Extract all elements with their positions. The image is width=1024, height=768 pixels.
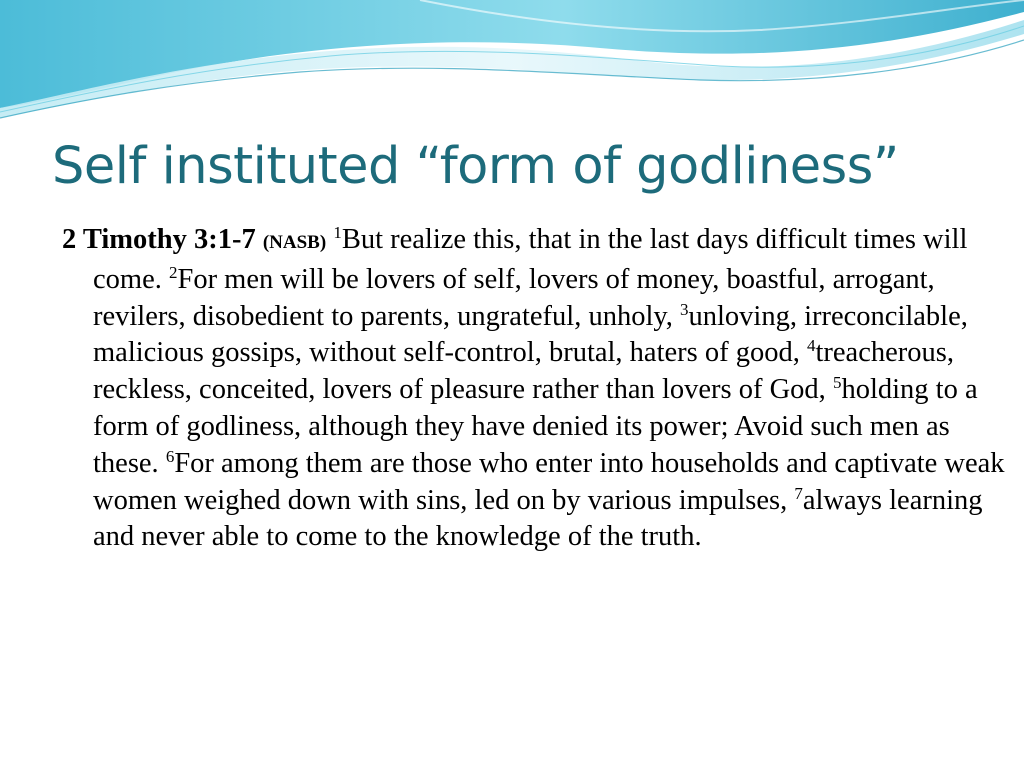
verse-text: For among them are those who enter into households and captivate weak women weighed down with sins, led on by various impulses, <box>93 447 1005 516</box>
verse-number: 7 <box>794 483 803 503</box>
verse-text: But realize this, that in the last days difficult times will come. <box>93 224 968 295</box>
scripture-reference: 2 Timothy 3:1-7 <box>62 224 256 255</box>
verse-text: holding to a form of godliness, although they have denied its power; Avoid such men as these. <box>93 374 978 479</box>
verse-text: treacherous, reckless, conceited, lovers of pleasure rather than lovers of God, <box>93 337 954 406</box>
verse-number: 4 <box>806 336 816 356</box>
decorative-wave-banner <box>0 0 1024 130</box>
verse-number: 3 <box>680 299 689 319</box>
verse-text: unloving, irreconcilable, malicious gossips, without self-control, brutal, haters of good, <box>93 300 968 369</box>
verse-number: 2 <box>168 262 178 282</box>
bible-version: (NASB) <box>262 232 327 253</box>
verse-number: 6 <box>165 446 175 466</box>
verse-text: always learning and never able to come to the knowledge of the truth. <box>93 484 983 553</box>
verse-number: 5 <box>832 373 842 392</box>
scripture-passage <box>62 222 1013 556</box>
verse-text: For men will be lovers of self, lovers of money, boastful, arrogant, revilers, disobedient to parents, ungrateful, unholy, <box>93 263 935 332</box>
slide-title: Self instituted “form of godliness” <box>52 137 899 196</box>
verse-number: 1 <box>333 222 342 242</box>
